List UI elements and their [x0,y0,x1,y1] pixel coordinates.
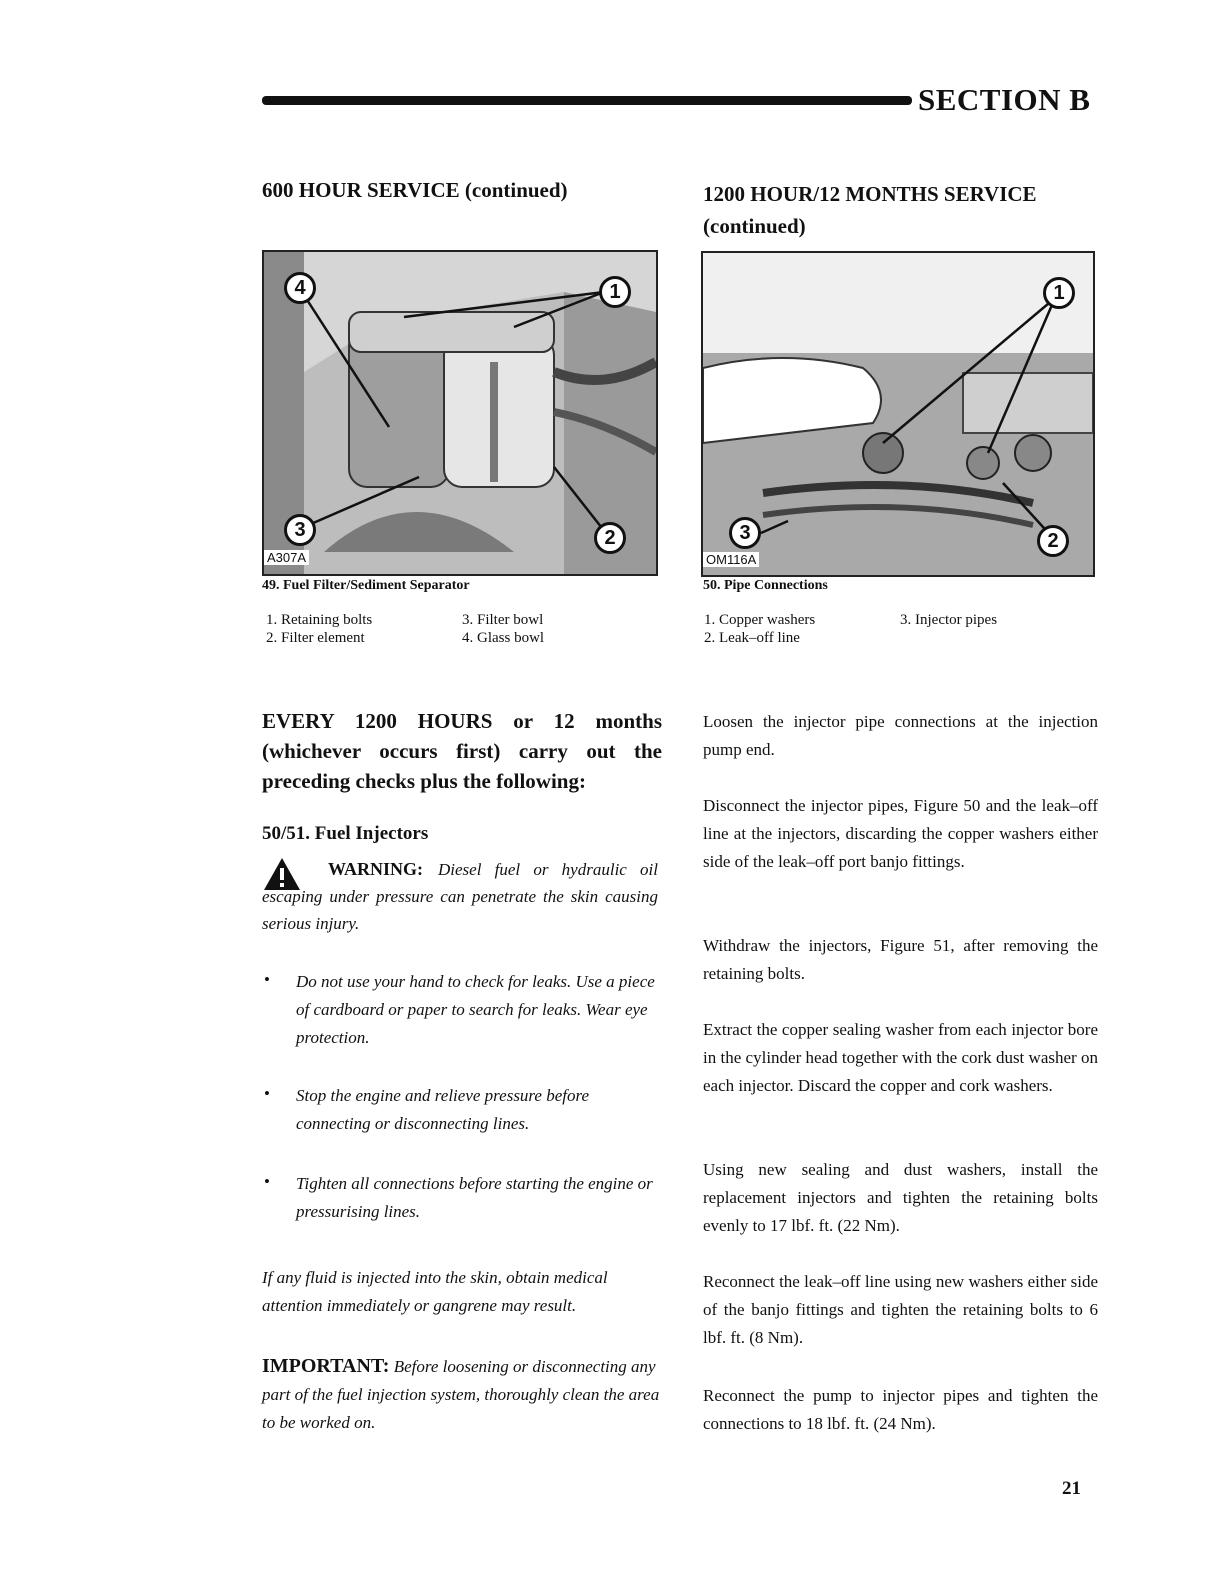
legend-item: 3. Filter bowl [462,612,544,628]
callout-2: 2 [1037,525,1069,557]
callout-2: 2 [594,522,626,554]
right-heading: 1200 HOUR/12 MONTHS SERVICE (continued) [703,182,1037,238]
callout-1: 1 [599,276,631,308]
warning-text: Diesel fuel or hydraulic oil escaping under pressure can penetrate the skin causing serious injury. [262,860,658,933]
section-title: SECTION B [918,82,1091,117]
legend-item: 4. Glass bowl [462,630,545,646]
figure-49-photo [262,250,658,576]
figure-49-caption: 49. Fuel Filter/Sediment Separator [262,578,470,593]
fuel-filter-illustration [264,252,656,574]
warning-label: WARNING: [328,859,424,879]
bullet-text: Tighten all connections before starting the engine or pressurising lines. [296,1174,653,1221]
legend-item: 1. Retaining bolts [266,612,373,628]
paragraph: Disconnect the injector pipes, Figure 50 and the leak–off line at the injectors, discarding the copper washers either side of the leak–off port banjo fittings. [703,796,1098,871]
paragraph: Withdraw the injectors, Figure 51, after removing the retaining bolts. [703,936,1098,983]
important-note [262,1352,662,1437]
paragraph: Reconnect the pump to injector pipes and tighten the connections to 18 lbf. ft. (24 Nm). [703,1386,1098,1433]
figure-code: A307A [264,550,309,565]
pipe-connections-illustration [703,253,1093,575]
page-number: 21 [1062,1478,1081,1499]
paragraph: Reconnect the leak–off line using new washers either side of the banjo fittings and tighten the retaining bolts to 6 lbf. ft. (8 Nm). [703,1272,1098,1347]
bullet-text: Do not use your hand to check for leaks. Use a piece of cardboard or paper to search for leaks. Wear eye protection. [296,972,655,1047]
important-label: IMPORTANT: [262,1355,390,1377]
bullet-dot: • [264,1172,270,1191]
callout-3: 3 [284,514,316,546]
bullet-dot: • [264,970,270,989]
paragraph: Extract the copper sealing washer from each injector bore in the cylinder head together with the cork dust washer on each injector. Discard the copper and cork washers. [703,1020,1098,1095]
callout-4: 4 [284,272,316,304]
paragraph: Using new sealing and dust washers, install the replacement injectors and tighten the retaining bolts evenly to 17 lbf. ft. (22 Nm). [703,1160,1098,1235]
left-heading: 600 HOUR SERVICE (continued) [262,178,568,202]
figure-50-photo [701,251,1095,577]
header-rule [262,96,912,105]
medical-warning: If any fluid is injected into the skin, obtain medical attention immediately or gangrene may result. [262,1268,608,1315]
legend-item: 2. Leak–off line [704,630,800,646]
callout-1: 1 [1043,277,1075,309]
paragraph: Loosen the injector pipe connections at the injection pump end. [703,712,1098,759]
every-1200-hours-heading: EVERY 1200 HOURS or 12 months (whichever occurs first) carry out the preceding checks plus the following: [262,709,662,793]
callout-3: 3 [729,517,761,549]
fuel-injectors-subheading: 50/51. Fuel Injectors [262,823,429,844]
legend-item: 3. Injector pipes [900,612,998,628]
important-text: Before loosening or disconnecting any part of the fuel injection system, thoroughly clean the area to be worked on. [262,1357,660,1432]
bullet-dot: • [264,1084,270,1103]
figure-50-caption: 50. Pipe Connections [703,578,828,593]
figure-code: OM116A [703,552,759,567]
legend-item: 1. Copper washers [704,612,816,628]
bullet-text: Stop the engine and relieve pressure before connecting or disconnecting lines. [296,1086,590,1133]
legend-item: 2. Filter element [266,630,365,646]
